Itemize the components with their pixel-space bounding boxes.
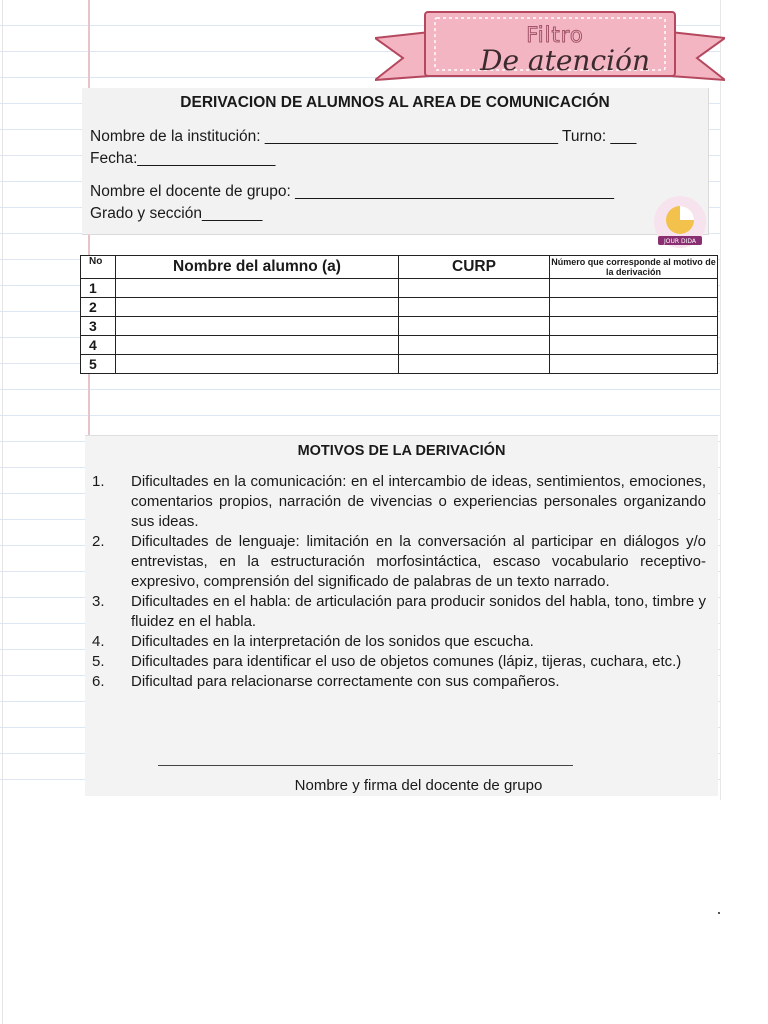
row-number: 3 — [81, 317, 116, 336]
table-row — [81, 317, 718, 336]
page-dot — [718, 912, 720, 914]
signature-label: Nombre y firma del docente de grupo — [294, 777, 543, 794]
row-number: 1 — [81, 279, 116, 298]
student-name-cell[interactable] — [116, 298, 399, 317]
banner-subtitle: De atención — [480, 44, 650, 77]
header-card — [82, 88, 709, 235]
list-item — [85, 672, 718, 692]
motivo-cell[interactable] — [550, 317, 718, 336]
header-motivo-number: Número que corresponde al motivo de la derivación — [551, 257, 716, 277]
student-name-cell[interactable] — [116, 336, 399, 355]
item-text: Dificultad para relacionarse correctamente con sus compañeros. — [131, 673, 560, 690]
item-number: 5. — [92, 653, 105, 670]
list-item — [85, 592, 718, 632]
row-number: 2 — [81, 298, 116, 317]
table-row — [81, 298, 718, 317]
list-item — [85, 532, 718, 592]
item-number: 4. — [92, 633, 105, 650]
row-number: 4 — [81, 336, 116, 355]
table-row — [81, 336, 718, 355]
item-text: Dificultades para identificar el uso de objetos comunes (lápiz, tijeras, cuchara, etc.) — [131, 653, 682, 670]
table-row — [81, 279, 718, 298]
item-number: 1. — [92, 473, 105, 490]
page-border — [2, 0, 3, 1024]
motivos-list — [85, 472, 718, 692]
header-curp: CURP — [399, 256, 550, 279]
motivo-cell[interactable] — [550, 355, 718, 374]
filtro-banner — [375, 10, 725, 88]
header-no: No — [81, 256, 116, 279]
document-title: DERIVACION DE ALUMNOS AL AREA DE COMUNICACIÓN — [180, 94, 610, 111]
curp-cell[interactable] — [399, 355, 550, 374]
student-name-cell[interactable] — [116, 317, 399, 336]
item-text: Dificultades en el habla: de articulación para producir sonidos del habla, tono, timbre y fluidez en el habla. — [131, 593, 706, 630]
item-number: 3. — [92, 593, 105, 610]
teacher-field: Nombre el docente de grupo: _____________________________________ — [90, 183, 615, 200]
student-name-cell[interactable] — [116, 355, 399, 374]
curp-cell[interactable] — [399, 317, 550, 336]
table-header-row — [81, 256, 718, 279]
item-text: Dificultades en la comunicación: en el intercambio de ideas, sentimientos, emociones, comentarios propios, narración de vivencias o experiencias personales organizando sus ideas. — [131, 473, 706, 530]
date-field: Fecha:________________ — [90, 150, 276, 167]
curp-cell[interactable] — [399, 298, 550, 317]
motivo-cell[interactable] — [550, 336, 718, 355]
signature-line[interactable] — [158, 765, 573, 766]
logo-text: JOUR DIDA — [664, 238, 696, 245]
item-number: 2. — [92, 533, 105, 550]
list-item — [85, 472, 718, 532]
student-name-cell[interactable] — [116, 279, 399, 298]
motivos-card — [85, 435, 718, 796]
table-row — [81, 355, 718, 374]
list-item — [85, 632, 718, 652]
page-border — [720, 0, 721, 800]
banner-title: Filtro — [526, 23, 584, 47]
grade-field: Grado y sección_______ — [90, 205, 263, 222]
motivo-cell[interactable] — [550, 279, 718, 298]
list-item — [85, 652, 718, 672]
students-table — [80, 255, 718, 374]
curp-cell[interactable] — [399, 336, 550, 355]
logo-icon — [652, 194, 708, 250]
item-number: 6. — [92, 673, 105, 690]
item-text: Dificultades de lenguaje: limitación en la conversación al participar en diálogos y/o entrevistas, en la estructuración morfosintáctica, escaso vocabulario receptivo-expresivo, comprensión del significado de palabras de un texto narrado. — [131, 533, 706, 590]
motivos-title: MOTIVOS DE LA DERIVACIÓN — [297, 443, 506, 459]
motivo-cell[interactable] — [550, 298, 718, 317]
item-text: Dificultades en la interpretación de los sonidos que escucha. — [131, 633, 534, 650]
institution-field: Nombre de la institución: __________________________________ Turno: ___ — [90, 128, 637, 145]
curp-cell[interactable] — [399, 279, 550, 298]
row-number: 5 — [81, 355, 116, 374]
header-student-name: Nombre del alumno (a) — [116, 256, 399, 279]
